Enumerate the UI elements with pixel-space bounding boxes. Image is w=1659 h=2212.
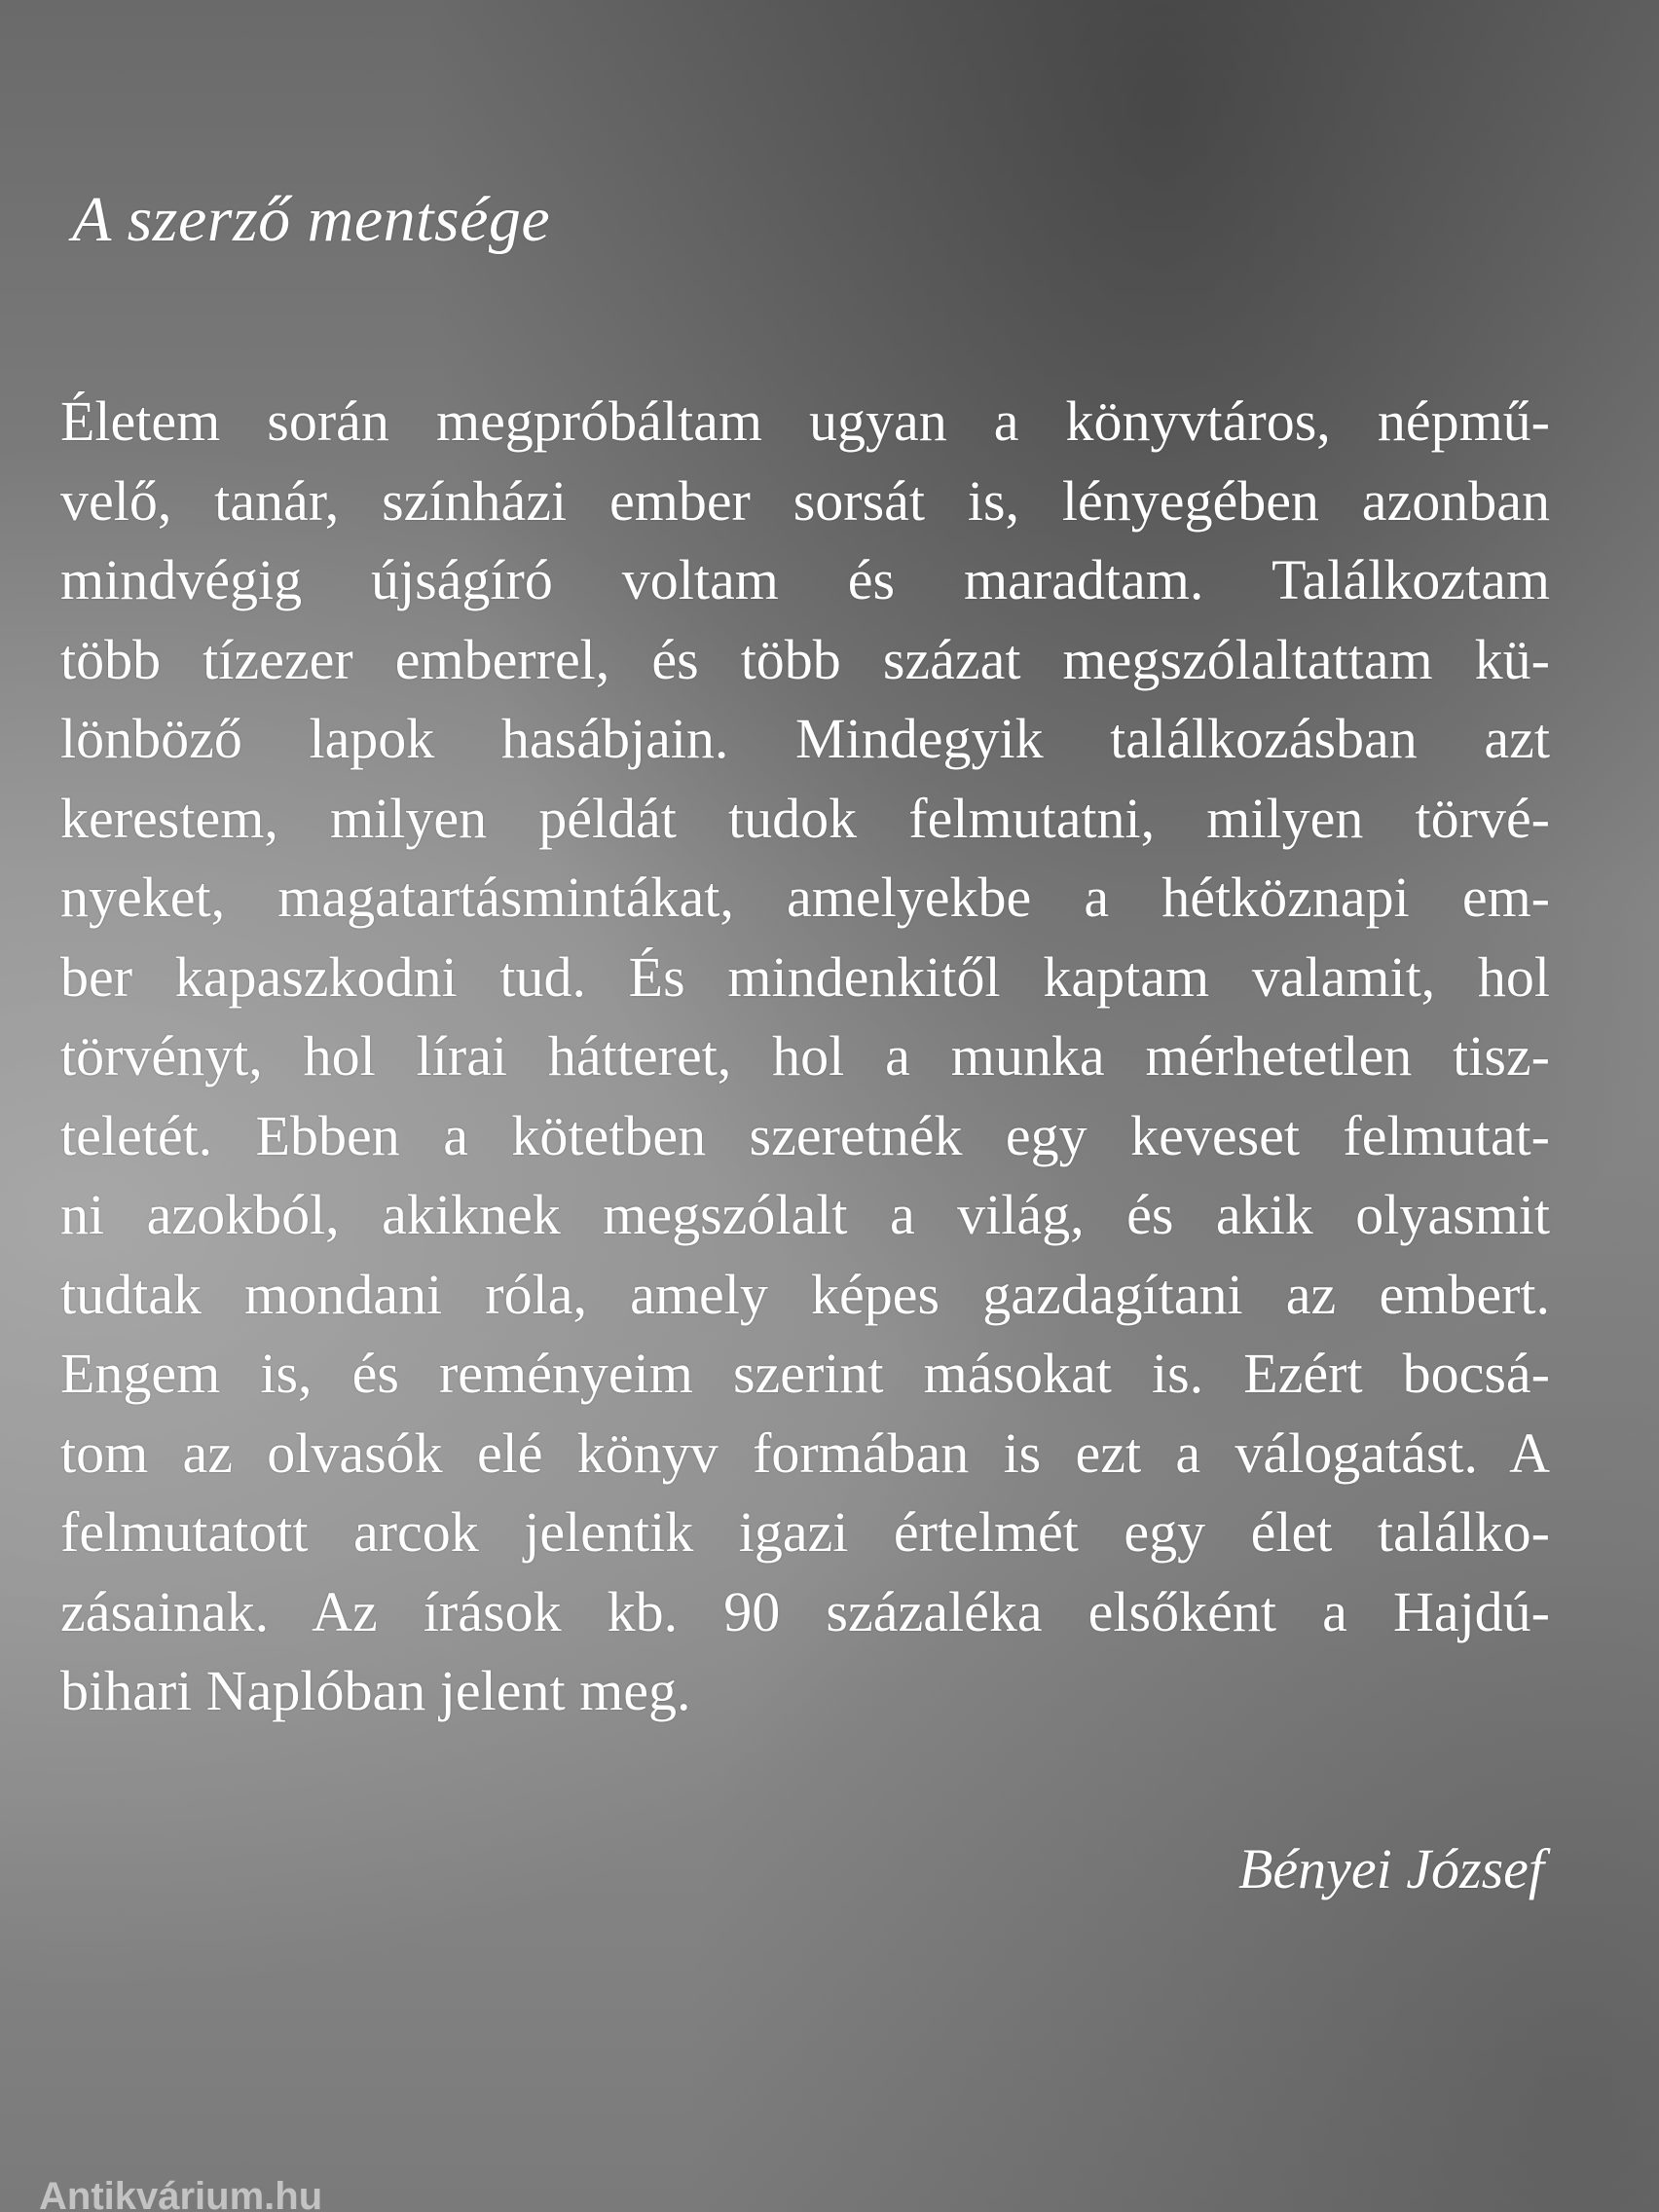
text-line: ber kapaszkodni tud. És mindenkitől kaptam valamit, hol — [60, 944, 1550, 1009]
page-title: A szerző mentsége — [72, 184, 551, 255]
text-line: tudtak mondani róla, amely képes gazdagítani az embert. — [60, 1262, 1550, 1326]
text-line: több tízezer emberrel, és több százat megszólaltattam kü- — [60, 627, 1550, 691]
author-signature: Bényei József — [1237, 1837, 1544, 1900]
text-line: felmutatott arcok jelentik igazi értelmét egy élet találko- — [60, 1500, 1550, 1564]
text-line: tom az olvasók elé könyv formában is ezt a válogatást. A — [60, 1420, 1550, 1485]
text-line: ni azokból, akiknek megszólalt a világ, és akik olyasmit — [60, 1183, 1550, 1246]
text-line: nyeket, magatartásmintákat, amelyekbe a hétköznapi em- — [60, 866, 1550, 929]
text-line: Életem során megpróbáltam ugyan a könyvtáros, népmű- — [60, 389, 1550, 453]
text-line: törvényt, hol lírai hátteret, hol a munka mérhetetlen tisz- — [60, 1024, 1550, 1088]
text-line: zásainak. Az írások kb. 90 százaléka elsőként a Hajdú- — [60, 1579, 1550, 1643]
text-line: Engem is, és reményeim szerint másokat is. Ezért bocsá- — [60, 1342, 1550, 1405]
text-line: bihari Naplóban jelent meg. — [60, 1659, 691, 1722]
text-line: velő, tanár, színházi ember sorsát is, lényegében azonban — [60, 468, 1550, 533]
text-line: lönböző lapok hasábjain. Mindegyik találkozásban azt — [60, 707, 1550, 770]
text-line: kerestem, milyen példát tudok felmutatni, milyen törvé- — [60, 786, 1550, 850]
text-line: teletét. Ebben a kötetben szeretnék egy keveset felmutat- — [60, 1103, 1550, 1167]
watermark: Antikvárium.hu — [39, 2177, 323, 2212]
author-foreword-text — [60, 382, 1550, 1731]
text-line: mindvégig újságíró voltam és maradtam. Találkoztam — [60, 548, 1550, 611]
